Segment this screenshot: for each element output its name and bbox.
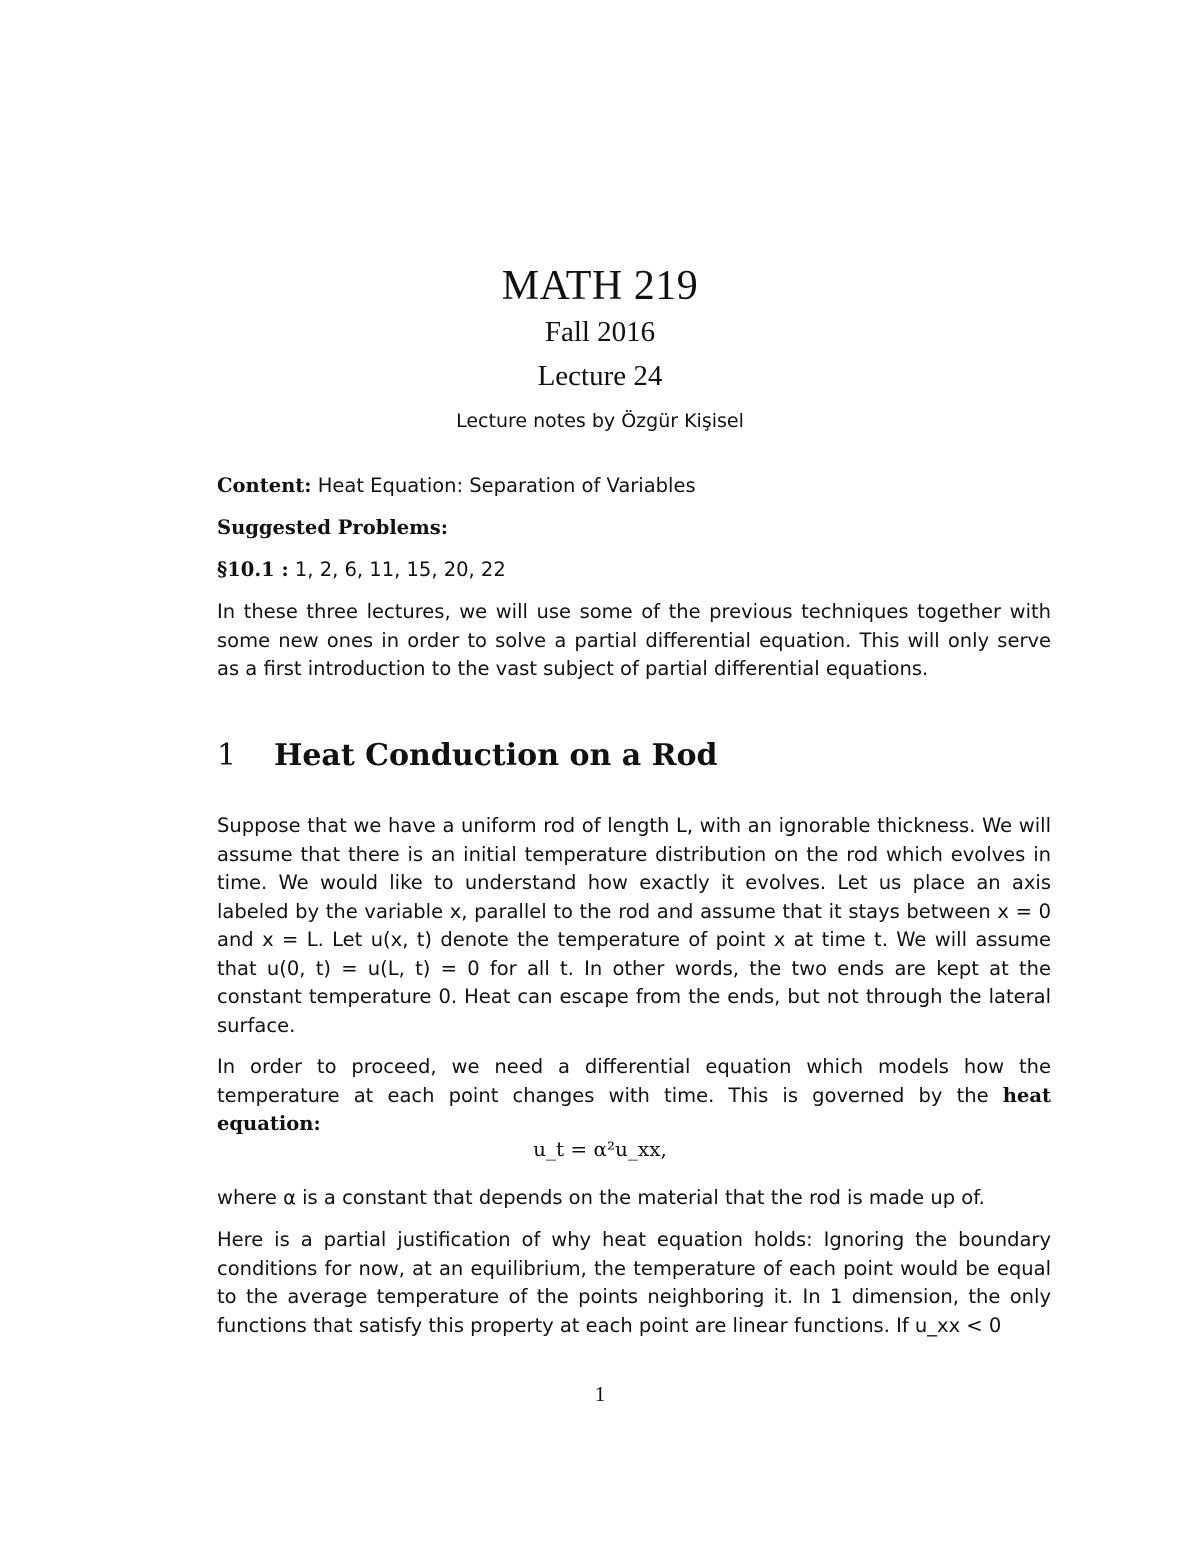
page-number: 1 [594,1382,606,1406]
intro-paragraph: In these three lectures, we will use some of the previous techniques together with some new ones in order to solve a partial differential equation. This will only serve as a first introduction to the vast subject of partial differential equations. [217,600,1051,680]
content-label: Content: [217,474,312,497]
paragraph-heat-equation-text: In order to proceed, we need a differential equation which models how the temperature at each point changes with time. This is governed by the [217,1055,1051,1107]
lecture-number: Lecture 24 [537,360,663,392]
course-title: MATH 219 [501,263,699,309]
section-heading [217,736,718,776]
heat-equation-term: heat equation: [217,1083,1051,1135]
heat-equation: u_t = α²u_xx, [533,1137,667,1161]
problems-heading [217,514,448,542]
paragraph-justification: Here is a partial justification of why heat equation holds: Ignoring the boundary conditions for now, at an equilibrium, the temperature of each point would be equal to the average temperature of the points neighboring it. In 1 dimension, the only functions that satisfy this property at each point are linear functions. If u_xx < 0 [217,1228,1051,1337]
section-reference: §10.1 : [217,558,289,581]
section-title: Heat Conduction on a Rod [274,738,718,773]
author-line: Lecture notes by Özgür Kişisel [456,410,744,432]
section-number: 1 [217,738,237,773]
content-line [217,472,696,500]
content-value: Heat Equation: Separation of Variables [317,474,696,497]
problem-list-line [217,556,506,584]
paragraph-rod-setup: Suppose that we have a uniform rod of length L, with an ignorable thickness. We will assume that there is an initial temperature distribution on the rod which evolves in time. We would like to understand how exactly it evolves. Let us place an axis labeled by the variable x, parallel to the rod and assume that it stays between x = 0 and x = L. Let u(x, t) denote the temperature of point x at time t. We will assume that u(0, t) = u(L, t) = 0 for all t. In other words, the two ends are kept at the constant temperature 0. Heat can escape from the ends, but not through the lateral surface. [217,814,1051,1037]
term: Fall 2016 [544,316,656,348]
problems-label: Suggested Problems: [217,516,448,539]
problem-list: 1, 2, 6, 11, 15, 20, 22 [294,558,506,581]
title-block [0,262,1200,434]
paragraph-heat-equation-intro [217,1053,1051,1139]
paragraph-alpha-constant: where α is a constant that depends on the material that the rod is made up of. [217,1186,985,1209]
